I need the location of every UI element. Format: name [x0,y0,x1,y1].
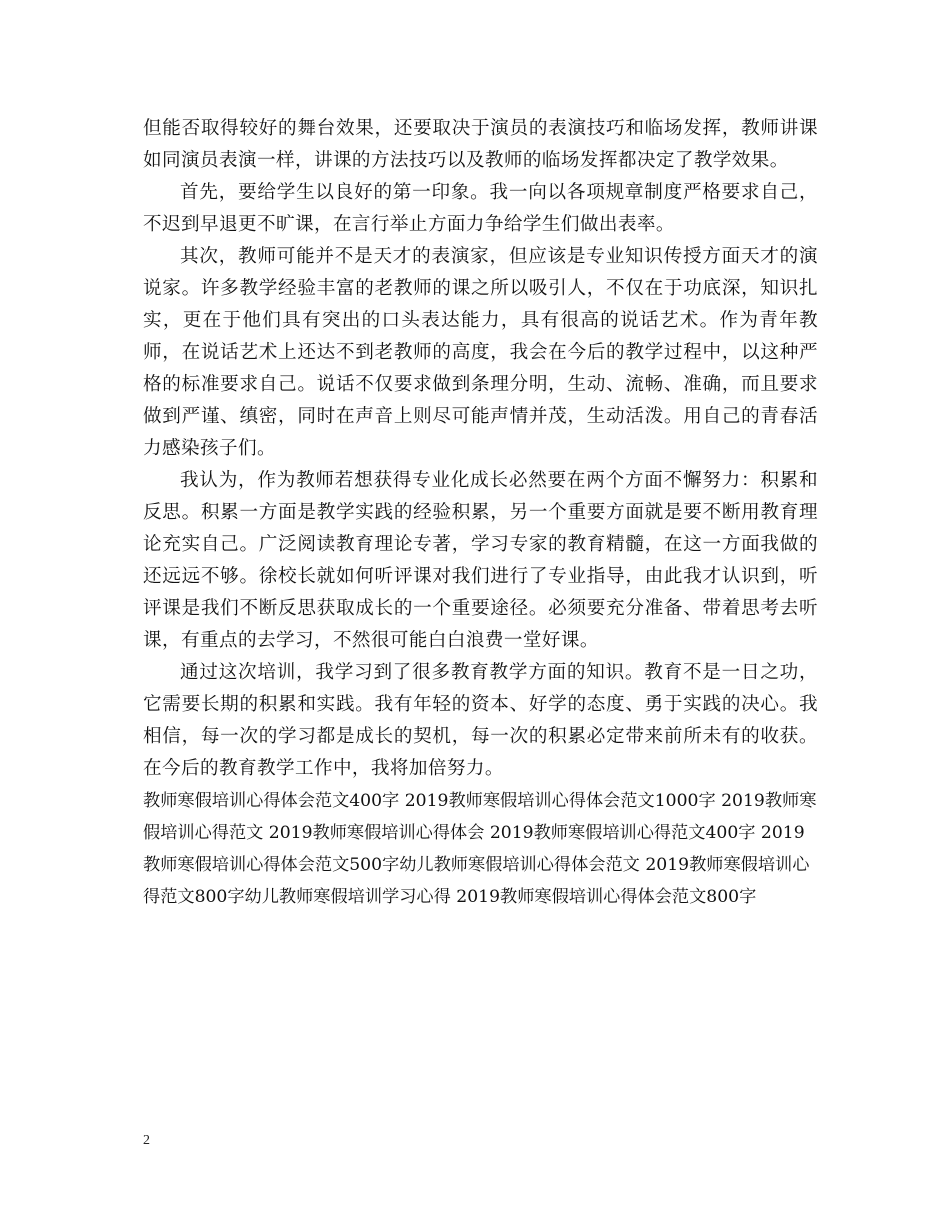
paragraph-accumulation-reflection: 我认为，作为教师若想获得专业化成长必然要在两个方面不懈努力：积累和反思。积累一方面是教学实践的经验积累，另一个重要方面就是要不断用教育理论充实自己。广泛阅读教育理论专著，学习专家的教育精髓，在这一方面我做的还远远不够。徐校长就如何听评课对我们进行了专业指导，由此我才认识到，听评课是我们不断反思获取成长的一个重要途径。必须要充分准备、带着思考去听课，有重点的去学习，不然很可能白白浪费一堂好课。 [143,470,818,651]
related-articles-list: 教师寒假培训心得体会范文400字 2019教师寒假培训心得体会范文1000字 2019教师寒假培训心得范文 2019教师寒假培训心得体会 2019教师寒假培训心得范文400字 2019教师寒假培训心得体会范文500字幼儿教师寒假培训心得体会范文 2019教师寒假培训心得范文800字幼儿教师寒假培训学习心得 2019教师寒假培训心得体会范文800字 [143,791,817,907]
paragraph-first-impression: 首先，要给学生以良好的第一印象。我一向以各项规章制度严格要求自己，不迟到早退更不旷课，在言行举止方面力争给学生们做出表率。 [143,182,818,235]
paragraph-conclusion: 通过这次培训，我学习到了很多教育教学方面的知识。教育不是一日之功，它需要长期的积累和实践。我有年轻的资本、好学的态度、勇于实践的决心。我相信，每一次的学习都是成长的契机，每一次的积累必定带来前所未有的收获。在今后的教育教学工作中，我将加倍努力。 [143,662,818,779]
paragraph-continuation: 但能否取得较好的舞台效果，还要取决于演员的表演技巧和临场发挥，教师讲课如同演员表演一样，讲课的方法技巧以及教师的临场发挥都决定了教学效果。 [143,118,818,171]
page-number: 2 [143,1133,150,1148]
paragraph-speaking-art: 其次，教师可能并不是天才的表演家，但应该是专业知识传授方面天才的演说家。许多教学经验丰富的老教师的课之所以吸引人，不仅在于功底深，知识扎实，更在于他们具有突出的口头表达能力，具有很高的说话艺术。作为青年教师，在说话艺术上还达不到老教师的高度，我会在今后的教学过程中，以这种严格的标准要求自己。说话不仅要求做到条理分明，生动、流畅、准确，而且要求做到严谨、缜密，同时在声音上则尽可能声情并茂，生动活泼。用自己的青春活力感染孩子们。 [143,246,818,459]
document-body [143,113,818,913]
